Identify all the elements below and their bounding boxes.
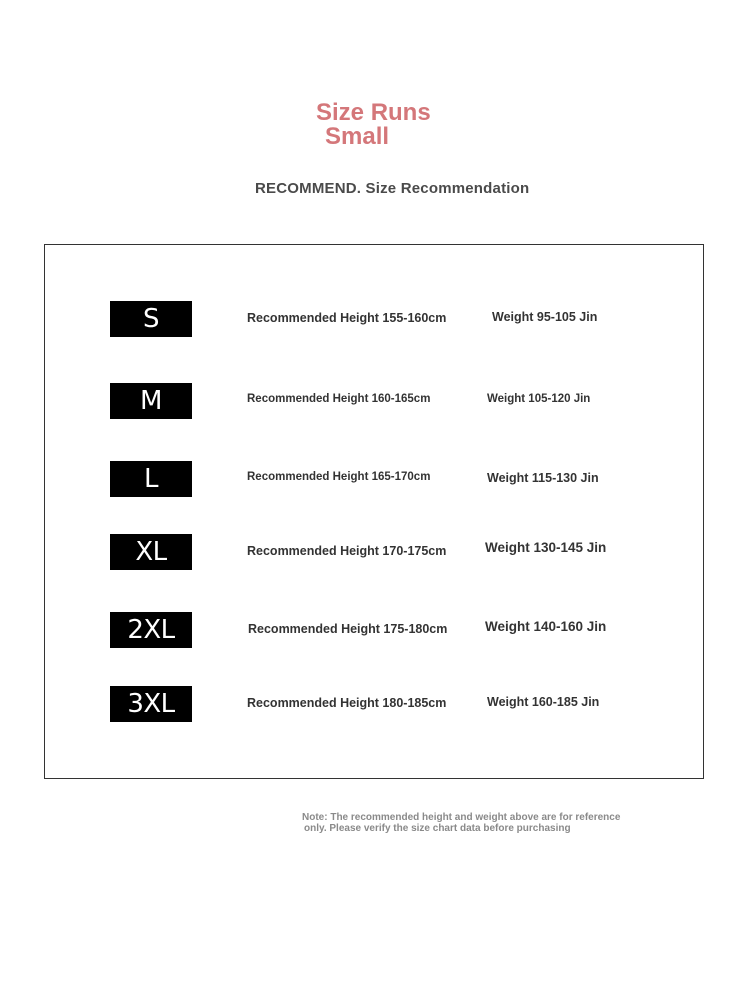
headline-line-2: Small [325, 123, 390, 150]
headline [316, 101, 431, 149]
recommended-height: Recommended Height 180-185cm [247, 696, 447, 710]
disclaimer-note [302, 812, 620, 834]
subtitle: RECOMMEND. Size Recommendation [255, 180, 530, 197]
recommended-height: Recommended Height 160-165cm [247, 393, 431, 405]
size-tag: 2XL [110, 612, 192, 648]
size-tag: 3XL [110, 686, 192, 722]
size-row-s [45, 301, 703, 337]
size-tag: M [110, 383, 192, 419]
size-row-m [45, 383, 703, 419]
recommended-height: Recommended Height 165-170cm [247, 471, 431, 483]
recommended-weight: Weight 140-160 Jin [485, 619, 607, 634]
note-line-1: Note: The recommended height and weight above are for reference [302, 812, 621, 823]
size-row-xl [45, 534, 703, 570]
recommended-weight: Weight 105-120 Jin [487, 393, 591, 405]
size-tag: S [110, 301, 192, 337]
note-line-2: only. Please verify the size chart data before purchasing [304, 823, 571, 834]
size-tag: L [110, 461, 192, 497]
recommended-weight: Weight 95-105 Jin [492, 310, 598, 324]
recommended-weight: Weight 160-185 Jin [487, 695, 600, 709]
recommended-height: Recommended Height 170-175cm [247, 544, 447, 558]
size-row-l [45, 461, 703, 497]
size-tag: XL [110, 534, 192, 570]
size-row-3xl [45, 686, 703, 722]
size-row-2xl [45, 612, 703, 648]
recommended-weight: Weight 130-145 Jin [485, 540, 607, 555]
recommended-weight: Weight 115-130 Jin [487, 471, 599, 485]
headline-line-1: Size Runs [316, 99, 431, 126]
recommended-height: Recommended Height 155-160cm [247, 311, 447, 325]
recommended-height: Recommended Height 175-180cm [248, 622, 448, 636]
size-chart-box [44, 244, 704, 779]
